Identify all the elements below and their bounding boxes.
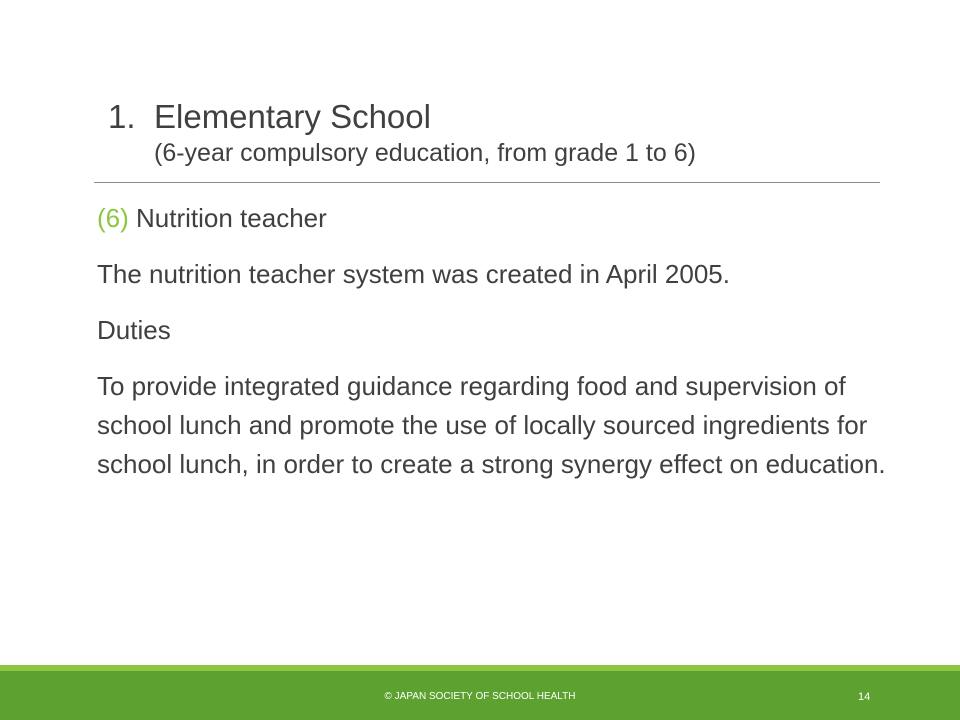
copyright-text: © JAPAN SOCIETY OF SCHOOL HEALTH [384, 691, 576, 702]
slide-subtitle: (6-year compulsory education, from grade 1 to 6) [154, 139, 696, 167]
duties-label: Duties [97, 315, 171, 345]
title-divider [94, 182, 880, 183]
footer-bar [0, 671, 960, 720]
title-line [108, 98, 868, 136]
duties-paragraph: To provide integrated guidance regarding food and supervision of school lunch and promote the use of locally sourced ingredients for school lunch, in order to create a strong synergy effect on education. [97, 371, 886, 479]
slide-title [108, 98, 868, 168]
section-heading-text: Nutrition teacher [136, 203, 327, 233]
title-text: Elementary School [154, 98, 431, 135]
intro-paragraph: The nutrition teacher system was created in April 2005. [97, 259, 730, 289]
page-number: 14 [858, 691, 871, 703]
slide-body [97, 199, 887, 502]
section-number: (6) [97, 203, 129, 233]
section-heading [97, 199, 887, 237]
title-number: 1. [108, 98, 136, 135]
